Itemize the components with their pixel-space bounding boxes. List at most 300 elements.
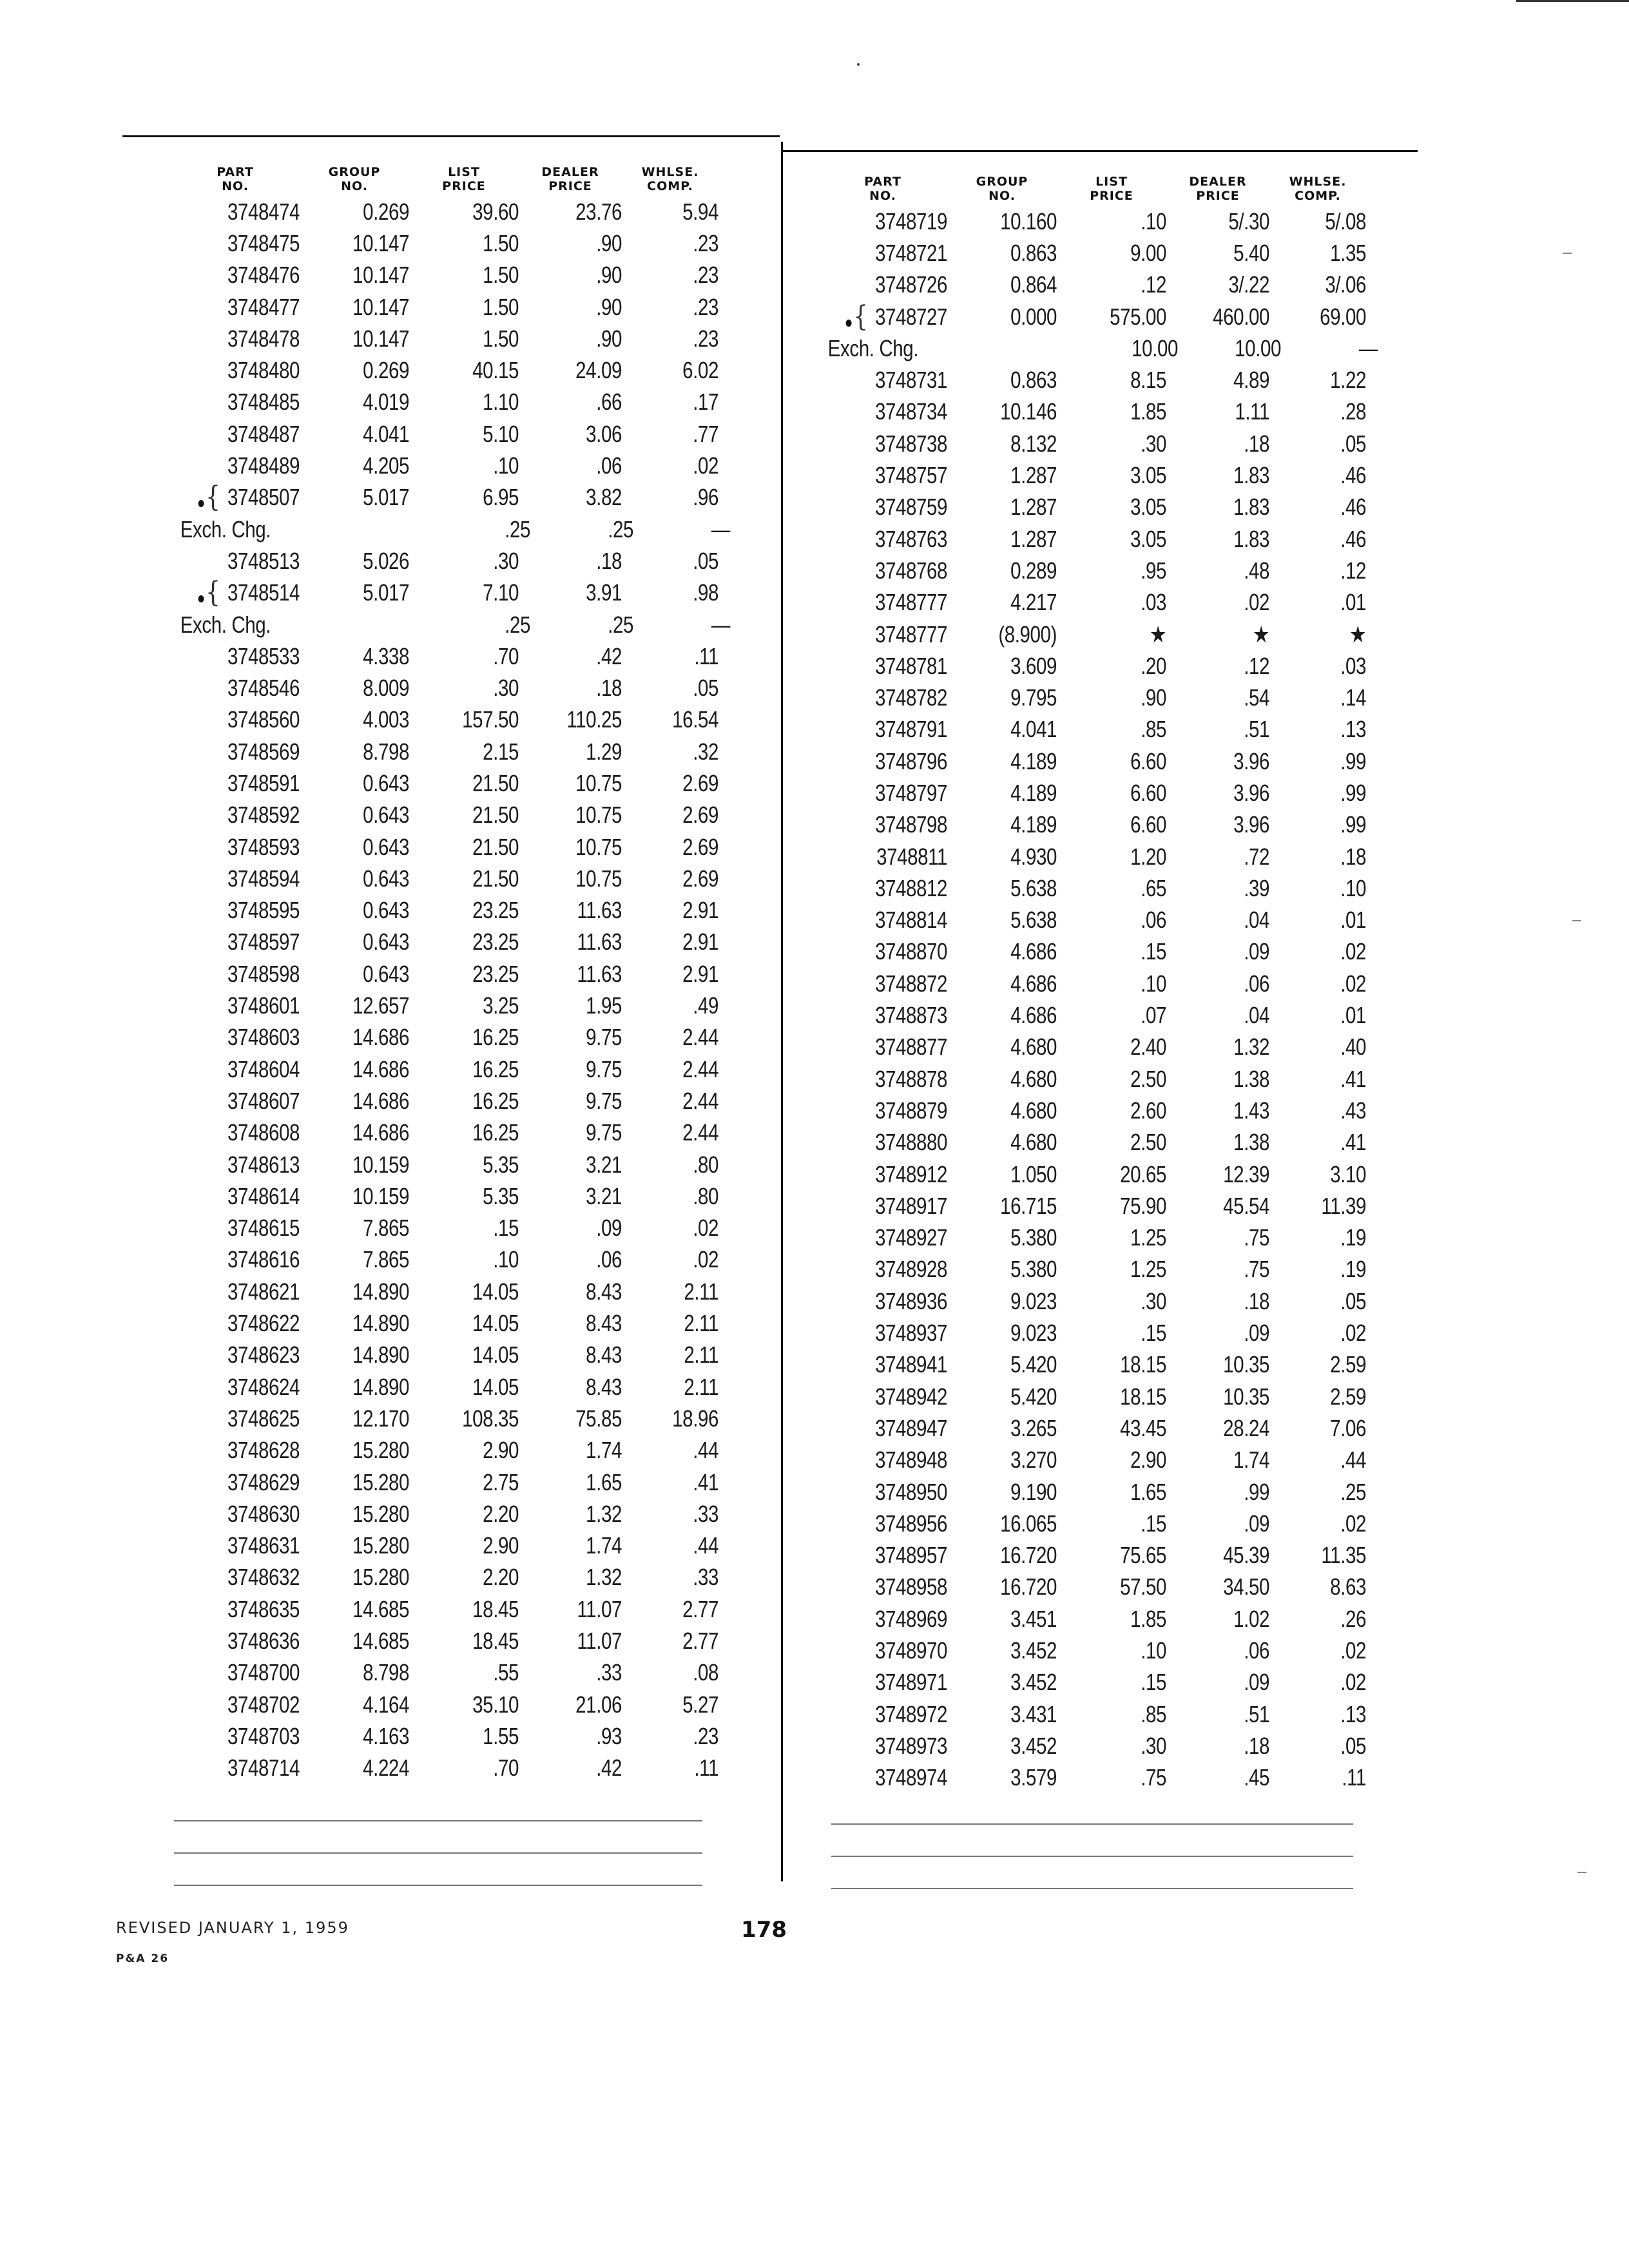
part-number	[194, 929, 300, 955]
dealer-price: 3.21	[586, 1182, 622, 1209]
part-number	[842, 749, 947, 774]
dealer-price: 12.39	[1223, 1160, 1269, 1187]
group-number: 5.638	[1010, 874, 1057, 901]
part-number	[194, 1088, 300, 1114]
list-price: 18.45	[472, 1628, 519, 1654]
group-number: 0.269	[363, 357, 409, 384]
part-number	[194, 802, 300, 828]
part-number	[194, 358, 300, 383]
table-row	[171, 1435, 738, 1466]
list-price: .10	[493, 452, 519, 479]
group-number: 3.452	[1010, 1732, 1057, 1759]
group-number: 5.380	[1010, 1224, 1057, 1251]
group-number: 4.217	[1010, 589, 1057, 616]
group-number: 5.420	[1010, 1351, 1057, 1378]
list-price: 18.15	[1120, 1383, 1166, 1410]
whlse-comp: .44	[693, 1437, 718, 1464]
part-number-text: 3748759	[874, 494, 947, 521]
table-row	[818, 1571, 1385, 1603]
table-row	[818, 269, 1385, 301]
whlse-comp: .05	[1340, 1732, 1366, 1759]
part-number-text: 3748475	[227, 229, 300, 256]
part-number-text: 3748880	[874, 1129, 947, 1156]
group-number: 0.864	[1010, 271, 1057, 298]
part-number	[194, 1406, 300, 1432]
whlse-comp: 2.44	[682, 1119, 718, 1146]
table-row	[171, 927, 738, 958]
group-number: 0.643	[363, 960, 409, 987]
list-price: .10	[1141, 207, 1166, 235]
part-number	[842, 1669, 947, 1695]
part-number-text: 3748956	[874, 1510, 947, 1537]
whlse-comp: .05	[1340, 430, 1366, 457]
group-number: 10.147	[352, 293, 409, 320]
exchange-charge-label: Exch. Chg.	[180, 611, 271, 638]
dealer-price: 10.75	[575, 769, 622, 796]
part-number-text: 3748973	[874, 1732, 947, 1759]
dealer-price: 1.38	[1233, 1129, 1269, 1156]
whlse-comp: 5.94	[682, 198, 718, 225]
part-number	[842, 1416, 947, 1441]
dealer-price: .09	[1244, 1669, 1269, 1696]
list-price: 1.20	[1130, 843, 1166, 870]
table-row	[818, 1317, 1385, 1349]
group-number: 0.643	[363, 865, 409, 892]
table-row	[171, 800, 738, 831]
dealer-price: .54	[1244, 684, 1269, 711]
dealer-price: 1.29	[586, 738, 622, 765]
whlse-comp: .18	[1340, 843, 1366, 870]
part-number-text: 3748489	[227, 452, 300, 479]
table-row	[171, 1117, 738, 1149]
table-row	[171, 895, 738, 927]
group-number: 8.798	[363, 1659, 409, 1686]
dealer-price: .51	[1244, 1700, 1269, 1727]
part-number	[842, 558, 947, 584]
list-price: .30	[1141, 1732, 1166, 1759]
group-number: 5.420	[1010, 1383, 1057, 1410]
dealer-price: 10.75	[575, 833, 622, 860]
part-number-text: 3748912	[874, 1160, 947, 1187]
whlse-comp: 7.06	[1330, 1414, 1366, 1441]
table-row	[818, 650, 1385, 682]
dealer-price: 8.43	[586, 1310, 622, 1337]
part-number	[842, 971, 947, 997]
part-number-text: 3748598	[227, 960, 300, 987]
part-number-text: 3748546	[227, 675, 300, 702]
table-row	[171, 482, 738, 514]
table-row	[171, 323, 738, 354]
bullet-mark-icon	[846, 320, 852, 327]
group-number: 14.686	[352, 1024, 409, 1051]
list-price: 10.00	[1132, 334, 1178, 361]
corner-rule	[1516, 0, 1629, 2]
part-number-text: 3748947	[874, 1414, 947, 1441]
whlse-comp: 2.69	[682, 769, 718, 796]
whlse-comp: .23	[693, 262, 718, 289]
dealer-price: .09	[596, 1215, 622, 1242]
whlse-comp: .32	[693, 738, 718, 765]
whlse-comp: .02	[693, 1246, 718, 1273]
dealer-price: .93	[596, 1722, 622, 1749]
whlse-comp: 8.63	[1330, 1573, 1366, 1600]
list-price: .07	[1141, 1002, 1166, 1029]
whlse-comp: 5.27	[682, 1691, 718, 1718]
group-number: 10.159	[352, 1151, 409, 1178]
list-price: .20	[1141, 652, 1166, 679]
list-price: 8.15	[1130, 367, 1166, 394]
part-number-text: 3748636	[227, 1628, 300, 1654]
part-number	[194, 1311, 300, 1336]
table-row	[818, 841, 1385, 872]
table-row	[171, 1213, 738, 1244]
table-row	[171, 958, 738, 990]
group-number: 4.686	[1010, 938, 1057, 965]
part-number	[194, 961, 300, 987]
part-number	[842, 1574, 947, 1600]
group-number: 9.190	[1010, 1478, 1057, 1505]
brace-bracket-icon: {	[853, 300, 868, 333]
part-number	[194, 421, 300, 447]
dealer-price: .06	[596, 1246, 622, 1273]
dealer-price: 1.74	[586, 1437, 622, 1464]
group-number: 16.065	[1000, 1510, 1057, 1537]
part-number-text: 3748613	[227, 1151, 300, 1178]
part-number-text: 3748703	[227, 1722, 300, 1749]
header-list-price: LIST PRICE	[442, 165, 486, 193]
group-number: 14.890	[352, 1278, 409, 1305]
part-number-text: 3748727	[874, 303, 947, 330]
whlse-comp: .26	[1340, 1605, 1366, 1632]
table-row	[171, 1053, 738, 1085]
part-number-text: 3748719	[874, 207, 947, 235]
part-number	[194, 707, 300, 733]
table-row	[171, 1403, 738, 1434]
part-number	[842, 844, 947, 870]
whlse-comp: 2.11	[684, 1341, 718, 1369]
list-price: 2.90	[1130, 1446, 1166, 1474]
dealer-price: 3.21	[586, 1151, 622, 1178]
dealer-price: 23.76	[575, 198, 622, 225]
part-number	[194, 834, 300, 860]
part-number-text: 3748777	[874, 589, 947, 616]
whlse-comp: .43	[1340, 1097, 1366, 1124]
part-number-text: 3748595	[227, 897, 300, 924]
group-number: 3.452	[1010, 1637, 1057, 1664]
list-price: .65	[1141, 874, 1166, 901]
whlse-comp: 1.35	[1330, 239, 1366, 266]
whlse-comp: 11.35	[1321, 1542, 1366, 1569]
whlse-comp: .46	[1340, 462, 1366, 489]
whlse-comp: .96	[693, 484, 718, 511]
table-row	[171, 291, 738, 323]
list-price: .30	[493, 547, 519, 574]
group-number: 4.041	[363, 420, 409, 447]
group-number: 10.147	[352, 325, 409, 352]
list-price: .10	[1141, 1637, 1166, 1664]
group-number: 4.189	[1010, 747, 1057, 774]
part-number-text: 3748974	[874, 1764, 947, 1791]
table-row	[171, 1022, 738, 1053]
list-price: .30	[1141, 1287, 1166, 1314]
table-row	[818, 364, 1385, 396]
table-row	[818, 1476, 1385, 1508]
dealer-price: 10.00	[1235, 334, 1281, 361]
part-number	[842, 1638, 947, 1664]
list-price: 20.65	[1120, 1160, 1166, 1187]
dealer-price: 3.96	[1233, 747, 1269, 774]
group-number: 4.003	[363, 706, 409, 733]
part-number	[194, 644, 300, 669]
group-number: 3.270	[1010, 1446, 1057, 1474]
table-row	[818, 1190, 1385, 1222]
part-number	[194, 1184, 300, 1209]
group-number: 4.680	[1010, 1033, 1057, 1061]
list-price: .85	[1141, 716, 1166, 743]
dealer-price: 10.35	[1223, 1383, 1269, 1410]
table-row	[818, 1603, 1385, 1635]
group-number: 4.019	[363, 389, 409, 416]
whlse-comp: .99	[1340, 747, 1366, 774]
part-number-text: 3748601	[227, 992, 300, 1019]
part-number-text: 3748474	[227, 198, 300, 225]
dealer-price: 11.63	[577, 897, 622, 924]
list-price: 2.90	[483, 1437, 519, 1464]
table-row	[818, 936, 1385, 968]
dealer-price: .90	[596, 325, 622, 352]
part-number	[194, 326, 300, 352]
whlse-comp: 2.69	[682, 833, 718, 860]
part-number-text: 3748763	[874, 525, 947, 552]
part-number-text: 3748731	[874, 367, 947, 394]
part-number	[194, 262, 300, 288]
group-number: 4.189	[1010, 779, 1057, 806]
whlse-comp: .02	[1340, 1320, 1366, 1347]
header-part-no: PART NO.	[864, 175, 901, 203]
exchange-charge-label: Exch. Chg.	[180, 515, 271, 543]
list-price: 16.25	[472, 1024, 519, 1051]
whlse-comp: .10	[1340, 874, 1366, 901]
group-number: 4.338	[363, 642, 409, 669]
part-number	[842, 1352, 947, 1378]
part-number-text: 3748872	[874, 970, 947, 997]
list-price: 157.50	[462, 706, 519, 733]
table-row	[818, 1127, 1385, 1158]
part-number-text: 3748726	[874, 271, 947, 298]
whlse-comp: .14	[1340, 684, 1366, 711]
dealer-price: .09	[1244, 1510, 1269, 1537]
whlse-comp: .44	[1340, 1446, 1366, 1474]
list-price: 1.55	[483, 1722, 519, 1749]
part-number	[194, 1564, 300, 1590]
list-price: 21.50	[472, 802, 519, 829]
dealer-price: 9.75	[586, 1024, 622, 1051]
group-number: 10.147	[352, 262, 409, 289]
list-price: 2.20	[483, 1564, 519, 1591]
table-row	[818, 1285, 1385, 1317]
left-price-table	[171, 148, 738, 1784]
dealer-price: .09	[1244, 938, 1269, 965]
table-row	[818, 1254, 1385, 1285]
whlse-comp: .99	[1340, 811, 1366, 838]
table-row	[171, 577, 738, 609]
whlse-comp: .19	[1340, 1256, 1366, 1283]
part-number-text: 3748777	[874, 620, 947, 648]
table-row	[818, 1539, 1385, 1571]
part-number-text: 3748941	[874, 1351, 947, 1378]
part-number	[842, 1129, 947, 1155]
whlse-comp: 2.11	[684, 1373, 718, 1400]
part-number-text: 3748624	[227, 1373, 300, 1400]
group-number: 1.287	[1010, 462, 1057, 489]
list-price: .15	[1141, 1510, 1166, 1537]
list-price: 21.50	[472, 865, 519, 892]
group-number: 0.269	[363, 198, 409, 225]
list-price: 21.50	[472, 769, 519, 796]
whlse-comp: .08	[693, 1659, 718, 1686]
whlse-comp: .98	[693, 579, 718, 606]
list-price: ★	[1149, 620, 1166, 648]
whlse-comp: 2.77	[682, 1628, 718, 1654]
dealer-price: .09	[1244, 1320, 1269, 1347]
group-number: 9.795	[1010, 684, 1057, 711]
part-number-text: 3748631	[227, 1532, 300, 1559]
group-number: 8.009	[363, 675, 409, 702]
table-row	[818, 1730, 1385, 1762]
table-row	[818, 1445, 1385, 1476]
list-price: 14.05	[472, 1278, 519, 1305]
group-number: 4.189	[1010, 811, 1057, 838]
whlse-comp: .44	[693, 1532, 718, 1559]
group-number: 10.146	[1000, 398, 1057, 425]
table-row	[171, 387, 738, 418]
list-price: .15	[493, 1215, 519, 1242]
left-table-body	[171, 196, 738, 1784]
whlse-comp: .23	[693, 229, 718, 256]
speck-mark	[857, 63, 860, 66]
part-number-text: 3748958	[874, 1573, 947, 1600]
part-number	[842, 939, 947, 965]
part-number	[194, 675, 300, 701]
blank-entry-line	[174, 1852, 702, 1854]
list-price: .95	[1141, 557, 1166, 584]
header-whlse-comp: WHLSE. COMP.	[641, 165, 699, 193]
list-price: .15	[1141, 938, 1166, 965]
table-row	[171, 1244, 738, 1276]
document-code: P&A 26	[116, 1952, 169, 1965]
group-number: 14.686	[352, 1087, 409, 1114]
part-number-text: 3748621	[227, 1278, 300, 1305]
group-number: 0.643	[363, 802, 409, 829]
part-number	[842, 1702, 947, 1727]
part-number-text: 3748614	[227, 1182, 300, 1209]
list-price: .10	[1141, 970, 1166, 997]
list-price: 1.25	[1130, 1224, 1166, 1251]
table-row	[171, 1498, 738, 1530]
part-number	[194, 1470, 300, 1495]
part-number-text: 3748950	[874, 1478, 947, 1505]
part-number-text: 3748630	[227, 1500, 300, 1527]
part-number-text: 3748607	[227, 1087, 300, 1114]
part-number-text: 3748877	[874, 1033, 947, 1061]
list-price: .25	[505, 611, 530, 638]
whlse-comp: .01	[1340, 907, 1366, 934]
part-number	[842, 1066, 947, 1092]
list-price: 6.95	[483, 484, 519, 511]
part-number	[194, 1120, 300, 1146]
table-row	[818, 968, 1385, 999]
header-group-no: GROUP NO.	[976, 175, 1028, 203]
dealer-price: .90	[596, 262, 622, 289]
whlse-comp: .13	[1340, 1700, 1366, 1727]
list-price: .75	[1141, 1764, 1166, 1791]
dealer-price: .18	[1244, 1287, 1269, 1314]
dealer-price: 1.83	[1233, 462, 1269, 489]
part-number	[842, 1511, 947, 1537]
group-number: 14.685	[352, 1628, 409, 1654]
part-number	[194, 1247, 300, 1273]
table-row	[818, 1698, 1385, 1730]
group-number: 14.686	[352, 1055, 409, 1082]
dealer-price: 1.11	[1235, 398, 1269, 425]
part-number	[842, 1098, 947, 1124]
table-row	[171, 1276, 738, 1307]
dealer-price: 10.75	[575, 865, 622, 892]
table-row	[171, 354, 738, 386]
list-price: 3.05	[1130, 525, 1166, 552]
part-number-text: 3748714	[227, 1754, 300, 1782]
part-number	[842, 1193, 947, 1219]
part-number	[842, 653, 947, 679]
whlse-comp: 18.96	[672, 1405, 718, 1432]
table-row	[818, 237, 1385, 269]
group-number: 9.023	[1010, 1320, 1057, 1347]
list-price: 6.60	[1130, 747, 1166, 774]
part-number	[842, 463, 947, 488]
part-number-text: 3748485	[227, 389, 300, 416]
part-number	[194, 771, 300, 796]
part-number	[842, 494, 947, 520]
part-number	[194, 1024, 300, 1050]
part-number-text: 3748480	[227, 357, 300, 384]
list-price: 75.65	[1120, 1542, 1166, 1569]
part-number-text: 3748569	[227, 738, 300, 765]
table-row	[818, 809, 1385, 841]
list-price: 5.35	[483, 1182, 519, 1209]
right-table-body	[818, 206, 1385, 1794]
part-number-text: 3748623	[227, 1341, 300, 1369]
part-number-text: 3748957	[874, 1542, 947, 1569]
group-number: 8.132	[1010, 430, 1057, 457]
list-price: 2.50	[1130, 1129, 1166, 1156]
table-row	[818, 301, 1385, 332]
list-price: 23.25	[472, 960, 519, 987]
list-price: 5.10	[483, 420, 519, 447]
group-number: (8.900)	[998, 620, 1057, 648]
dealer-price: .90	[596, 229, 622, 256]
list-price: .85	[1141, 1700, 1166, 1727]
whlse-comp: .25	[1340, 1478, 1366, 1505]
whlse-comp: 2.44	[682, 1055, 718, 1082]
whlse-comp: .05	[693, 675, 718, 702]
brace-bracket-icon: {	[206, 576, 220, 610]
part-number-text: 3748942	[874, 1383, 947, 1410]
list-price: 3.05	[1130, 462, 1166, 489]
whlse-comp: —	[711, 515, 730, 543]
part-number-text: 3748615	[227, 1215, 300, 1242]
whlse-comp: .46	[1340, 494, 1366, 521]
part-number-text: 3748513	[227, 547, 300, 574]
